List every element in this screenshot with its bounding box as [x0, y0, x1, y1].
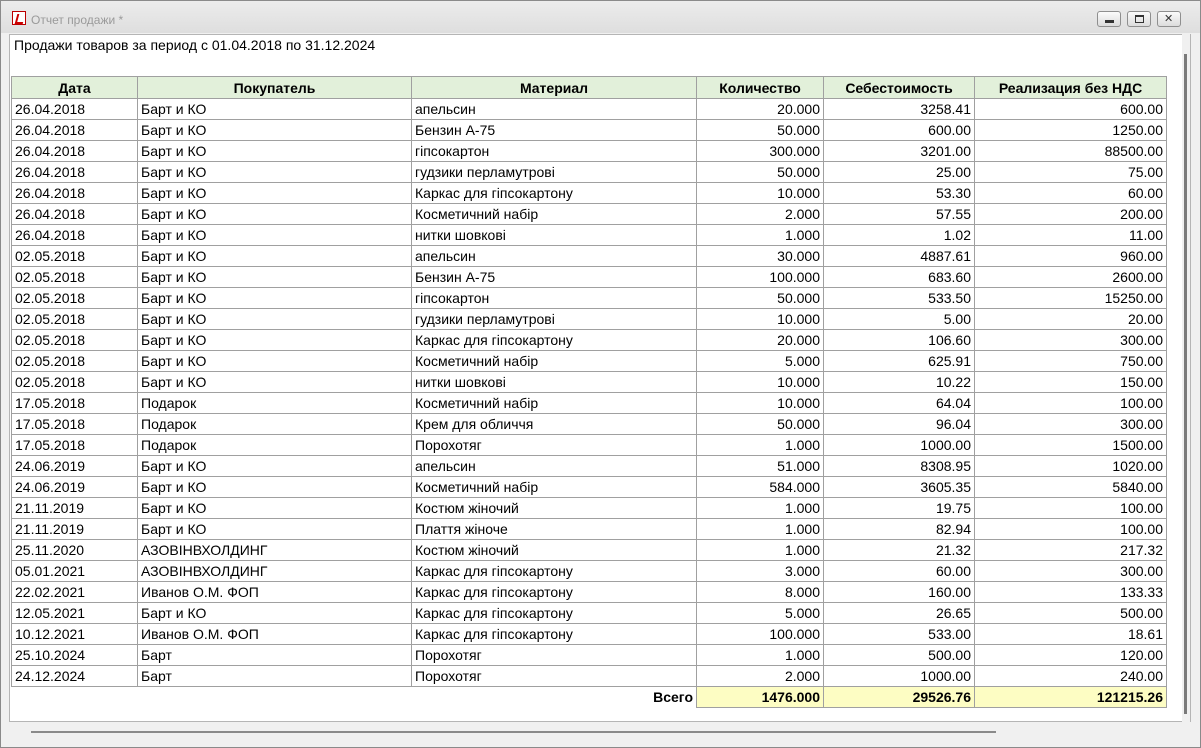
date-cell: 17.05.2018 — [12, 393, 138, 414]
revenue-cell: 20.00 — [975, 309, 1167, 330]
date-cell: 26.04.2018 — [12, 99, 138, 120]
revenue-cell: 1250.00 — [975, 120, 1167, 141]
material-cell: Бензин А-75 — [412, 267, 697, 288]
quantity-cell: 10.000 — [697, 183, 824, 204]
date-cell: 22.02.2021 — [12, 582, 138, 603]
customer-cell: Барт — [138, 666, 412, 687]
revenue-cell: 500.00 — [975, 603, 1167, 624]
revenue-cell: 2600.00 — [975, 267, 1167, 288]
minimize-button[interactable] — [1097, 11, 1121, 27]
vertical-scroll-thumb[interactable] — [1184, 54, 1187, 714]
app-icon[interactable] — [12, 11, 26, 25]
date-cell: 26.04.2018 — [12, 162, 138, 183]
date-cell: 26.04.2018 — [12, 183, 138, 204]
quantity-cell: 1.000 — [697, 645, 824, 666]
revenue-cell: 300.00 — [975, 330, 1167, 351]
material-cell: Косметичний набір — [412, 393, 697, 414]
cost-cell: 19.75 — [824, 498, 975, 519]
cost-cell: 3605.35 — [824, 477, 975, 498]
cost-cell: 533.00 — [824, 624, 975, 645]
close-icon: ✕ — [1164, 12, 1174, 25]
material-cell: Порохотяг — [412, 435, 697, 456]
cost-cell: 96.04 — [824, 414, 975, 435]
revenue-cell: 5840.00 — [975, 477, 1167, 498]
quantity-cell: 1.000 — [697, 540, 824, 561]
total-revenue: 121215.26 — [975, 687, 1167, 708]
material-cell: Костюм жіночий — [412, 540, 697, 561]
quantity-cell: 5.000 — [697, 603, 824, 624]
horizontal-scrollbar[interactable] — [9, 725, 1191, 739]
date-cell: 26.04.2018 — [12, 225, 138, 246]
cost-cell: 160.00 — [824, 582, 975, 603]
cost-cell: 3201.00 — [824, 141, 975, 162]
quantity-cell: 10.000 — [697, 309, 824, 330]
date-cell: 12.05.2021 — [12, 603, 138, 624]
quantity-cell: 8.000 — [697, 582, 824, 603]
cost-cell: 25.00 — [824, 162, 975, 183]
material-cell: нитки шовкові — [412, 372, 697, 393]
customer-cell: Барт и КО — [138, 456, 412, 477]
table-row[interactable] — [12, 330, 1167, 351]
customer-cell: Барт и КО — [138, 603, 412, 624]
quantity-cell: 30.000 — [697, 246, 824, 267]
date-cell: 02.05.2018 — [12, 246, 138, 267]
quantity-cell: 20.000 — [697, 99, 824, 120]
customer-cell: Барт и КО — [138, 288, 412, 309]
table-row[interactable] — [12, 393, 1167, 414]
date-cell: 10.12.2021 — [12, 624, 138, 645]
date-cell: 02.05.2018 — [12, 288, 138, 309]
quantity-cell: 2.000 — [697, 666, 824, 687]
quantity-cell: 50.000 — [697, 414, 824, 435]
quantity-cell: 100.000 — [697, 624, 824, 645]
table-row[interactable] — [12, 120, 1167, 141]
table-row[interactable] — [12, 540, 1167, 561]
table-row[interactable] — [12, 519, 1167, 540]
material-cell: Каркас для гіпсокартону — [412, 561, 697, 582]
cost-cell: 1.02 — [824, 225, 975, 246]
date-cell: 02.05.2018 — [12, 372, 138, 393]
report-title: Продажи товаров за период с 01.04.2018 по 31.12.2024 — [14, 37, 376, 53]
revenue-cell: 133.33 — [975, 582, 1167, 603]
revenue-cell: 120.00 — [975, 645, 1167, 666]
customer-cell: Барт и КО — [138, 183, 412, 204]
revenue-cell: 240.00 — [975, 666, 1167, 687]
customer-cell: Барт и КО — [138, 267, 412, 288]
quantity-cell: 10.000 — [697, 393, 824, 414]
cost-cell: 53.30 — [824, 183, 975, 204]
table-row[interactable] — [12, 204, 1167, 225]
sales-table — [11, 76, 1167, 708]
customer-cell: Барт и КО — [138, 351, 412, 372]
revenue-cell: 200.00 — [975, 204, 1167, 225]
quantity-cell: 51.000 — [697, 456, 824, 477]
customer-cell: Барт и КО — [138, 477, 412, 498]
material-cell: гудзики перламутрові — [412, 162, 697, 183]
quantity-cell: 1.000 — [697, 519, 824, 540]
date-cell: 24.12.2024 — [12, 666, 138, 687]
vertical-scrollbar[interactable] — [1182, 34, 1190, 722]
cost-cell: 683.60 — [824, 267, 975, 288]
customer-cell: Иванов О.М. ФОП — [138, 582, 412, 603]
close-button[interactable] — [1157, 11, 1181, 27]
table-row[interactable] — [12, 225, 1167, 246]
customer-cell: Иванов О.М. ФОП — [138, 624, 412, 645]
cost-cell: 1000.00 — [824, 666, 975, 687]
customer-cell: Барт и КО — [138, 246, 412, 267]
table-row[interactable] — [12, 372, 1167, 393]
date-cell: 25.11.2020 — [12, 540, 138, 561]
table-row[interactable] — [12, 351, 1167, 372]
material-cell: Косметичний набір — [412, 477, 697, 498]
table-row[interactable] — [12, 645, 1167, 666]
table-row[interactable] — [12, 99, 1167, 120]
material-cell: Крем для обличчя — [412, 414, 697, 435]
customer-cell: Барт и КО — [138, 330, 412, 351]
revenue-cell: 100.00 — [975, 498, 1167, 519]
quantity-cell: 1.000 — [697, 435, 824, 456]
revenue-cell: 18.61 — [975, 624, 1167, 645]
customer-cell: Барт и КО — [138, 498, 412, 519]
quantity-cell: 50.000 — [697, 288, 824, 309]
quantity-cell: 10.000 — [697, 372, 824, 393]
material-cell: Косметичний набір — [412, 204, 697, 225]
cost-cell: 10.22 — [824, 372, 975, 393]
revenue-cell: 1500.00 — [975, 435, 1167, 456]
material-cell: Каркас для гіпсокартону — [412, 582, 697, 603]
revenue-cell: 60.00 — [975, 183, 1167, 204]
material-cell: Бензин А-75 — [412, 120, 697, 141]
revenue-cell: 750.00 — [975, 351, 1167, 372]
material-cell: гіпсокартон — [412, 141, 697, 162]
date-cell: 24.06.2019 — [12, 477, 138, 498]
customer-cell: Подарок — [138, 393, 412, 414]
table-row[interactable] — [12, 435, 1167, 456]
cost-cell: 500.00 — [824, 645, 975, 666]
title-bar[interactable] — [1, 1, 1200, 33]
material-cell: Каркас для гіпсокартону — [412, 330, 697, 351]
revenue-cell: 300.00 — [975, 561, 1167, 582]
date-cell: 21.11.2019 — [12, 519, 138, 540]
quantity-cell: 584.000 — [697, 477, 824, 498]
quantity-cell: 100.000 — [697, 267, 824, 288]
revenue-cell: 100.00 — [975, 519, 1167, 540]
revenue-cell: 75.00 — [975, 162, 1167, 183]
customer-cell: Барт и КО — [138, 309, 412, 330]
column-header-customer[interactable]: Покупатель — [138, 77, 412, 99]
table-row[interactable] — [12, 267, 1167, 288]
quantity-cell: 300.000 — [697, 141, 824, 162]
revenue-cell: 217.32 — [975, 540, 1167, 561]
revenue-cell: 600.00 — [975, 99, 1167, 120]
material-cell: Порохотяг — [412, 645, 697, 666]
cost-cell: 5.00 — [824, 309, 975, 330]
cost-cell: 3258.41 — [824, 99, 975, 120]
customer-cell: Барт и КО — [138, 99, 412, 120]
revenue-cell: 150.00 — [975, 372, 1167, 393]
material-cell: нитки шовкові — [412, 225, 697, 246]
customer-cell: Барт и КО — [138, 162, 412, 183]
quantity-cell: 5.000 — [697, 351, 824, 372]
table-row[interactable] — [12, 498, 1167, 519]
revenue-cell: 1020.00 — [975, 456, 1167, 477]
cost-cell: 600.00 — [824, 120, 975, 141]
quantity-cell: 1.000 — [697, 498, 824, 519]
cost-cell: 57.55 — [824, 204, 975, 225]
quantity-cell: 1.000 — [697, 225, 824, 246]
revenue-cell: 300.00 — [975, 414, 1167, 435]
quantity-cell: 2.000 — [697, 204, 824, 225]
column-header-revenue[interactable]: Реализация без НДС — [975, 77, 1167, 99]
material-cell: Плаття жіноче — [412, 519, 697, 540]
revenue-cell: 88500.00 — [975, 141, 1167, 162]
revenue-cell: 11.00 — [975, 225, 1167, 246]
material-cell: Каркас для гіпсокартону — [412, 624, 697, 645]
customer-cell: Барт и КО — [138, 519, 412, 540]
material-cell: Косметичний набір — [412, 351, 697, 372]
date-cell: 26.04.2018 — [12, 120, 138, 141]
customer-cell: Барт и КО — [138, 372, 412, 393]
maximize-button[interactable] — [1127, 11, 1151, 27]
revenue-cell: 960.00 — [975, 246, 1167, 267]
table-row[interactable] — [12, 183, 1167, 204]
customer-cell: АЗОВІНВХОЛДИНГ — [138, 561, 412, 582]
cost-cell: 21.32 — [824, 540, 975, 561]
material-cell: апельсин — [412, 246, 697, 267]
column-header-material[interactable]: Материал — [412, 77, 697, 99]
revenue-cell: 15250.00 — [975, 288, 1167, 309]
table-row[interactable] — [12, 414, 1167, 435]
cost-cell: 82.94 — [824, 519, 975, 540]
date-cell: 02.05.2018 — [12, 330, 138, 351]
date-cell: 26.04.2018 — [12, 141, 138, 162]
table-row[interactable] — [12, 582, 1167, 603]
quantity-cell: 50.000 — [697, 162, 824, 183]
total-label: Всего — [653, 689, 693, 706]
date-cell: 24.06.2019 — [12, 456, 138, 477]
customer-cell: Барт и КО — [138, 204, 412, 225]
customer-cell: Барт и КО — [138, 225, 412, 246]
cost-cell: 625.91 — [824, 351, 975, 372]
table-row[interactable] — [12, 141, 1167, 162]
material-cell: Каркас для гіпсокартону — [412, 183, 697, 204]
cost-cell: 533.50 — [824, 288, 975, 309]
cost-cell: 60.00 — [824, 561, 975, 582]
revenue-cell: 100.00 — [975, 393, 1167, 414]
date-cell: 21.11.2019 — [12, 498, 138, 519]
quantity-cell: 50.000 — [697, 120, 824, 141]
cost-cell: 26.65 — [824, 603, 975, 624]
total-cost: 29526.76 — [824, 687, 975, 708]
material-cell: апельсин — [412, 99, 697, 120]
table-row[interactable] — [12, 288, 1167, 309]
date-cell: 17.05.2018 — [12, 435, 138, 456]
material-cell: Каркас для гіпсокартону — [412, 603, 697, 624]
material-cell: гіпсокартон — [412, 288, 697, 309]
customer-cell: Барт и КО — [138, 141, 412, 162]
table-row[interactable] — [12, 624, 1167, 645]
customer-cell: Барт — [138, 645, 412, 666]
customer-cell: Барт и КО — [138, 120, 412, 141]
date-cell: 02.05.2018 — [12, 351, 138, 372]
column-header-quantity[interactable]: Количество — [697, 77, 824, 99]
material-cell: Костюм жіночий — [412, 498, 697, 519]
table-row[interactable] — [12, 246, 1167, 267]
total-row — [12, 687, 1167, 708]
restore-icon — [1135, 15, 1144, 23]
table-row[interactable] — [12, 477, 1167, 498]
date-cell: 05.01.2021 — [12, 561, 138, 582]
minimize-icon — [1105, 20, 1114, 23]
cost-cell: 106.60 — [824, 330, 975, 351]
cost-cell: 1000.00 — [824, 435, 975, 456]
table-row[interactable] — [12, 456, 1167, 477]
horizontal-scroll-thumb[interactable] — [31, 731, 996, 733]
material-cell: Порохотяг — [412, 666, 697, 687]
table-row[interactable] — [12, 666, 1167, 687]
table-row[interactable] — [12, 603, 1167, 624]
quantity-cell: 3.000 — [697, 561, 824, 582]
column-header-cost[interactable]: Себестоимость — [824, 77, 975, 99]
date-cell: 26.04.2018 — [12, 204, 138, 225]
header-row — [12, 77, 1167, 99]
report-area — [9, 34, 1191, 722]
customer-cell: Подарок — [138, 435, 412, 456]
column-header-date[interactable]: Дата — [12, 77, 138, 99]
window-title: Отчет продажи * — [31, 13, 124, 27]
table-row[interactable] — [12, 162, 1167, 183]
material-cell: апельсин — [412, 456, 697, 477]
date-cell: 02.05.2018 — [12, 267, 138, 288]
date-cell: 17.05.2018 — [12, 414, 138, 435]
table-row[interactable] — [12, 309, 1167, 330]
cost-cell: 64.04 — [824, 393, 975, 414]
cost-cell: 8308.95 — [824, 456, 975, 477]
material-cell: гудзики перламутрові — [412, 309, 697, 330]
cost-cell: 4887.61 — [824, 246, 975, 267]
total-quantity: 1476.000 — [697, 687, 824, 708]
customer-cell: Подарок — [138, 414, 412, 435]
date-cell: 25.10.2024 — [12, 645, 138, 666]
customer-cell: АЗОВІНВХОЛДИНГ — [138, 540, 412, 561]
quantity-cell: 20.000 — [697, 330, 824, 351]
table-row[interactable] — [12, 561, 1167, 582]
date-cell: 02.05.2018 — [12, 309, 138, 330]
